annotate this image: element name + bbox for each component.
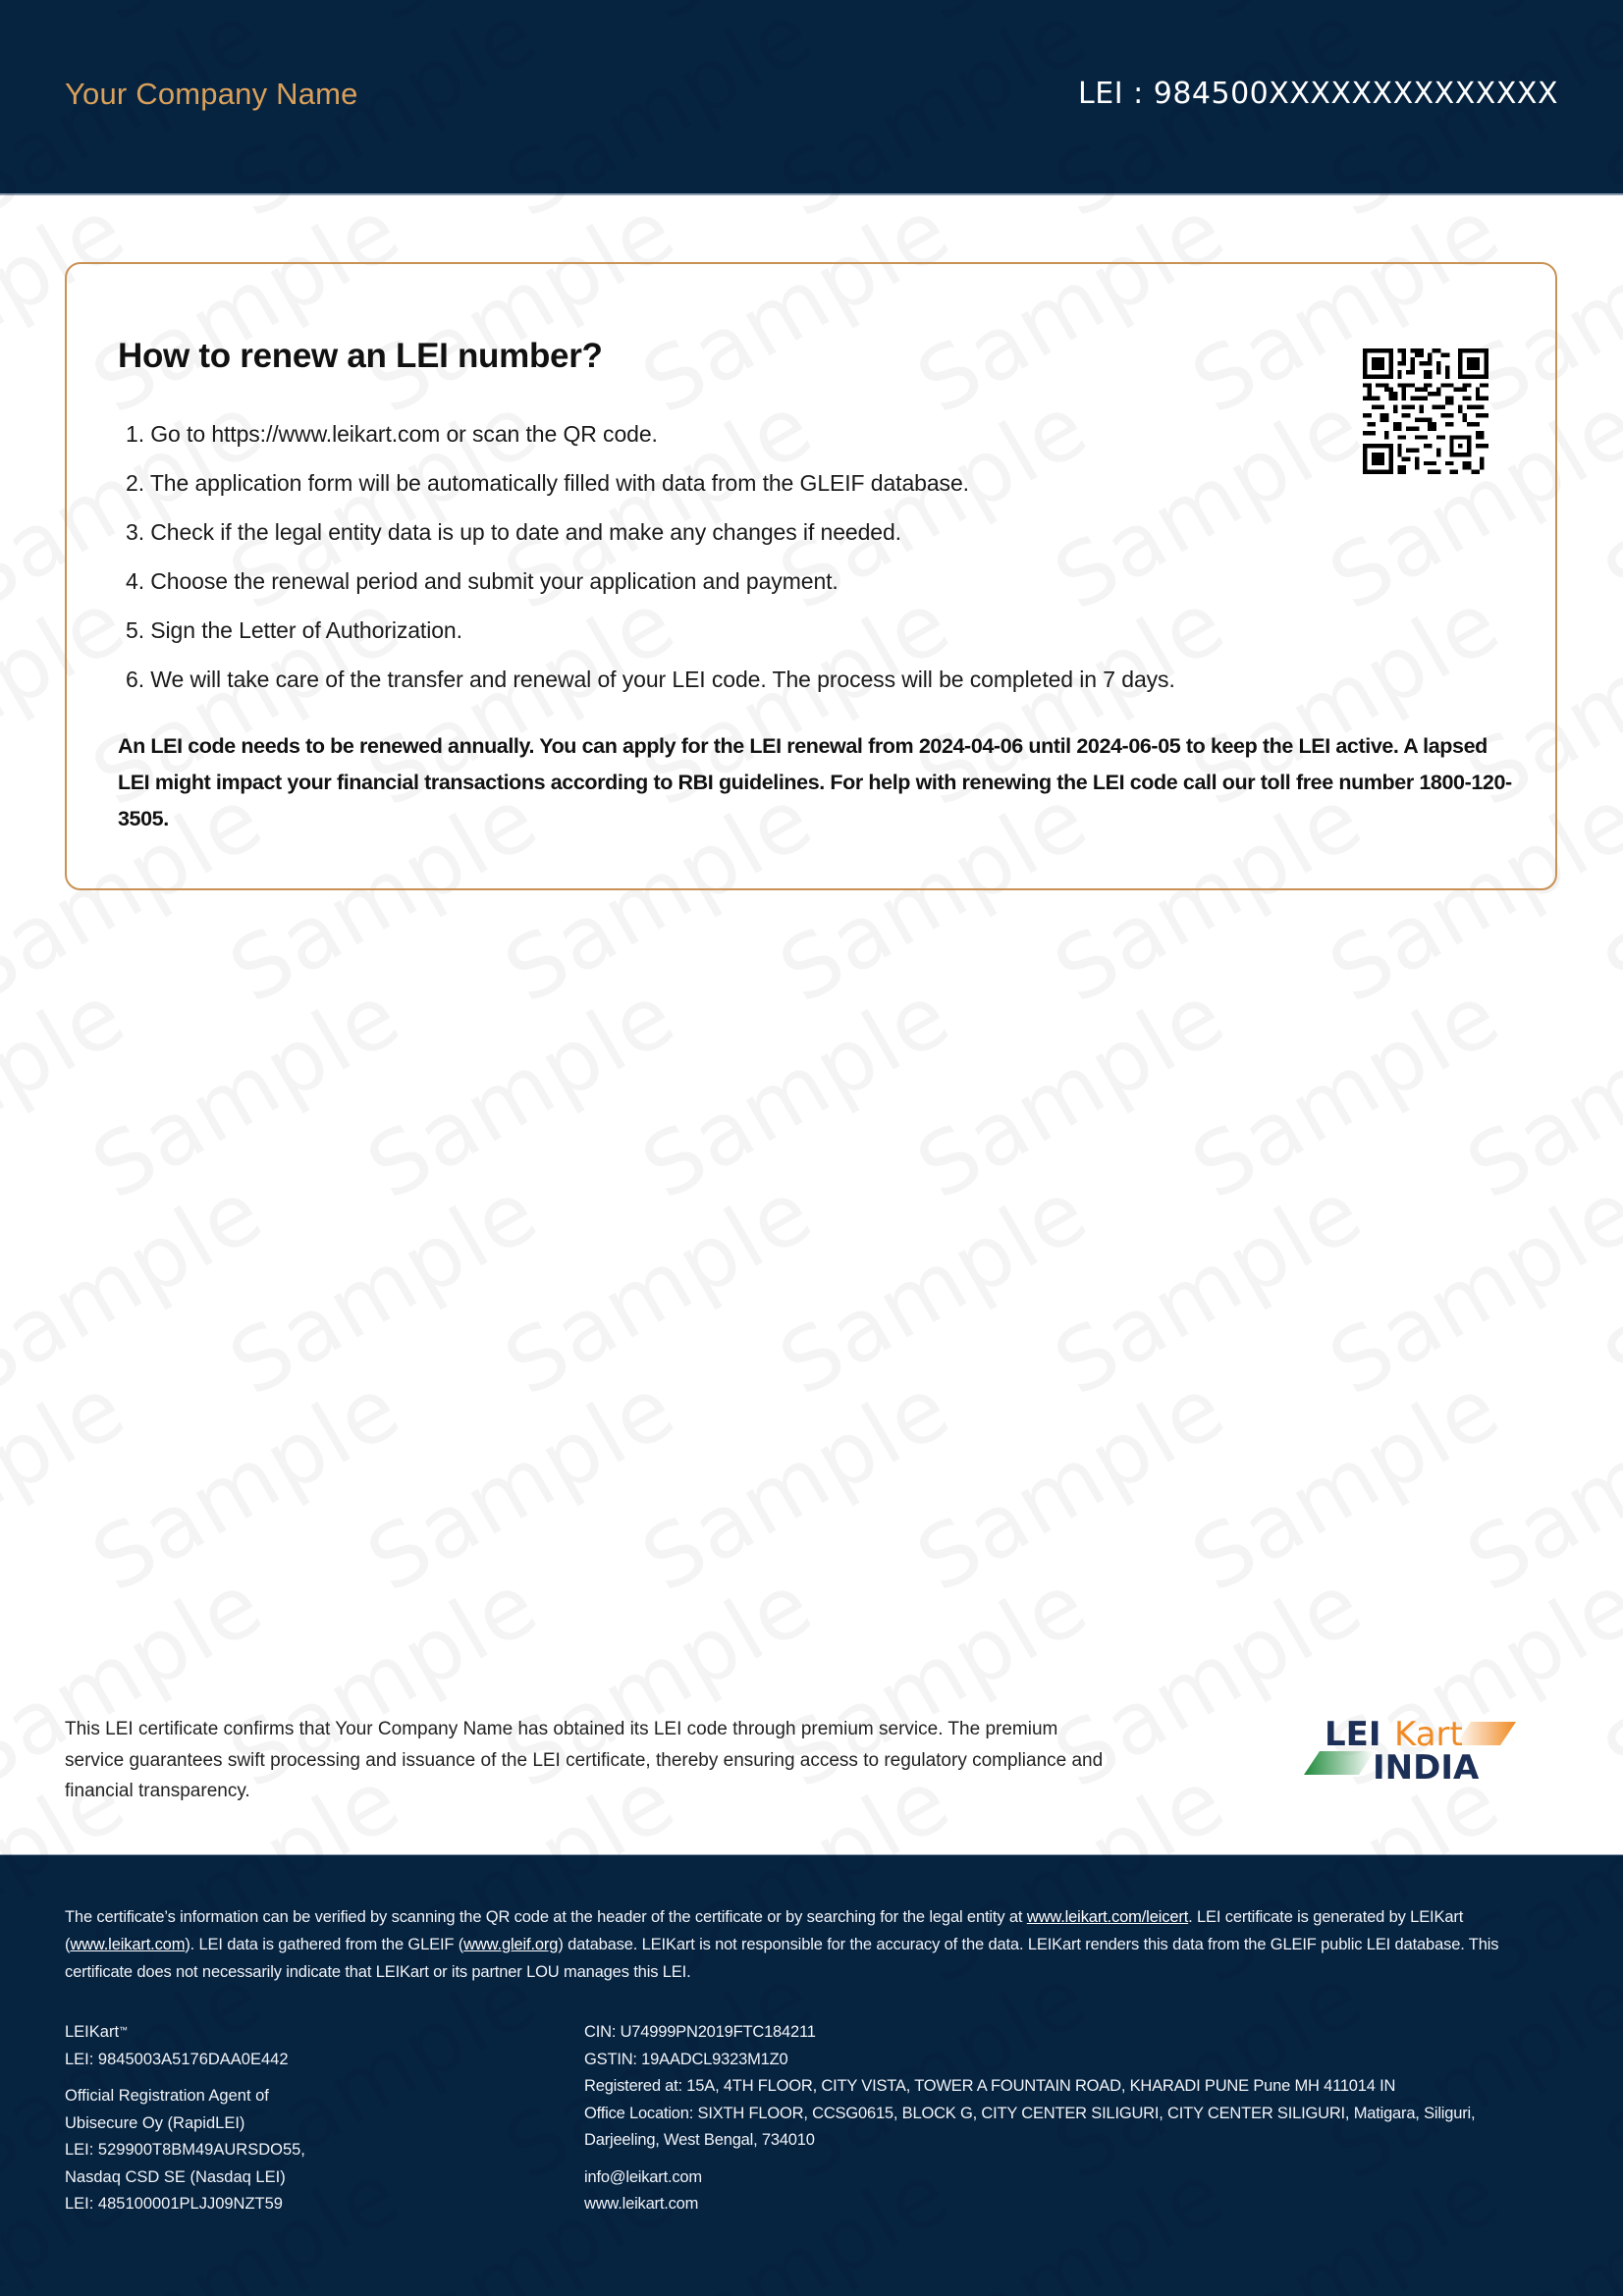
registered-address: Registered at: 15A, 4TH FLOOR, CITY VISTA, TOWER A FOUNTAIN ROAD, KHARADI PUNE Pune MH 411014 IN: [584, 2077, 1396, 2095]
renewal-step: 6. We will take care of the transfer and renewal of your LEI code. The process will be completed in 7 days.: [126, 667, 1175, 692]
agent-lei: LEI: 529900T8BM49AURSDO55,: [65, 2141, 305, 2159]
gstin: GSTIN: 19AADCL9323M1Z0: [584, 2050, 788, 2068]
svg-text:LEI: LEI: [1325, 1715, 1381, 1754]
renewal-steps-list: [126, 419, 1500, 714]
watermark-text: [76, 1356, 417, 1611]
disclaimer-text: ) database. LEIKart is not responsible for the accuracy of the data. LEIKart renders this data from the GLEIF public LEI database. This certificate does not necessarily indicate that LEIKart or its partner LOU manages this LEI.: [65, 1936, 1499, 1981]
leikart-lei: LEI: 9845003A5176DAA0E442: [65, 2050, 289, 2068]
svg-text:Kart: Kart: [1394, 1715, 1463, 1754]
trademark-symbol: ™: [119, 2025, 129, 2035]
watermark-text: [0, 1552, 5, 1807]
watermark-text: [1450, 963, 1623, 1218]
verification-disclaimer: [65, 1903, 1567, 1986]
brand-label: LEIKart: [65, 2023, 120, 2041]
watermark-text: [1588, 767, 1623, 1022]
watermark-text: [1313, 1159, 1623, 1415]
cin: CIN: U74999PN2019FTC184211: [584, 2023, 816, 2041]
agent-lei: LEI: 485100001PLJJ09NZT59: [65, 2195, 283, 2213]
leikart-link[interactable]: www.leikart.com: [70, 1936, 186, 1953]
watermark-text: [900, 1356, 1242, 1611]
svg-text:INDIA: INDIA: [1373, 1748, 1480, 1787]
renewal-step: 2. The application form will be automatically filled with data from the GLEIF database.: [126, 470, 969, 496]
spacer: [65, 2073, 556, 2083]
watermark-text: [351, 963, 692, 1218]
renewal-step: 1. Go to https://www.leikart.com or scan the QR code.: [126, 421, 658, 447]
watermark-text: [1588, 374, 1623, 629]
agent-line: Official Registration Agent of: [65, 2087, 269, 2105]
watermark-text: [625, 963, 967, 1218]
website-link[interactable]: www.leikart.com: [584, 2195, 699, 2213]
leikart-india-logo: [1296, 1708, 1532, 1787]
watermark-text: [763, 1159, 1105, 1415]
watermark-text: [625, 1356, 967, 1611]
watermark-text: [351, 1356, 692, 1611]
agent-line: Nasdaq CSD SE (Nasdaq LEI): [65, 2167, 286, 2186]
spacer: [584, 2155, 1566, 2164]
watermark-text: [1588, 1159, 1623, 1415]
renewal-title: How to renew an LEI number?: [118, 337, 603, 375]
office-address: Office Location: SIXTH FLOOR, CCSG0615, BLOCK G, CITY CENTER SILIGURI, CITY CENTER SILIGURI, Matigara, Siliguri,: [584, 2104, 1476, 2122]
watermark-text: [900, 963, 1242, 1218]
agent-line: Ubisecure Oy (RapidLEI): [65, 2113, 245, 2132]
footer-content: [0, 1854, 1623, 2296]
brand-name: [65, 2019, 556, 2047]
watermark-text: [0, 767, 5, 1022]
watermark-text: [1175, 963, 1517, 1218]
footer-agent-info: [65, 2019, 556, 2218]
disclaimer-text: The certificate’s information can be verified by scanning the QR code at the header of the certificate or by searching for the legal entity at: [65, 1908, 1027, 1926]
watermark-text: [1038, 1159, 1380, 1415]
email-link[interactable]: info@leikart.com: [584, 2167, 702, 2186]
watermark-text: [76, 963, 417, 1218]
footer-company-info: [584, 2019, 1566, 2218]
renewal-notice: An LEI code needs to be renewed annually. You can apply for the LEI renewal from 2024-04-06 until 2024-06-05 to keep the LEI active. A lapsed LEI might impact your financial transactions according to RBI guidelines. For help with renewing the LEI code call our toll free number 1800-120-3505.: [118, 734, 1512, 830]
renewal-step: 4. Choose the renewal period and submit your application and payment.: [126, 568, 839, 594]
watermark-text: [1450, 1356, 1623, 1611]
company-name: Your Company Name: [65, 77, 358, 111]
office-address: Darjeeling, West Bengal, 734010: [584, 2131, 815, 2149]
watermark-text: [0, 1356, 142, 1611]
watermark-text: [488, 1159, 830, 1415]
renewal-step: 3. Check if the legal entity data is up to date and make any changes if needed.: [126, 519, 901, 545]
watermark-text: [0, 1159, 5, 1415]
watermark-text: [0, 374, 5, 629]
renewal-info-box: [65, 262, 1557, 890]
watermark-text: [0, 1159, 280, 1415]
gleif-link[interactable]: www.gleif.org: [463, 1936, 559, 1953]
watermark-text: [1588, 1552, 1623, 1807]
lei-number-header: LEI : 984500XXXXXXXXXXXXXX: [1078, 77, 1558, 111]
disclaimer-text: . LEI certificate is generated by LEIKart (: [65, 1908, 1464, 1953]
renewal-step: 5. Sign the Letter of Authorization.: [126, 617, 462, 643]
disclaimer-text: ). LEI data is gathered from the GLEIF (: [185, 1936, 464, 1953]
premium-service-text: This LEI certificate confirms that Your Company Name has obtained its LEI code through premium service. The premium service guarantees swift processing and issuance of the LEI certificate, thereby ensuring access to regulatory compliance and financial transparency.: [65, 1719, 1104, 1801]
watermark-text: [213, 1159, 555, 1415]
watermark-text: [1175, 1356, 1517, 1611]
watermark-text: [0, 963, 142, 1218]
leicert-link[interactable]: www.leikart.com/leicert: [1026, 1908, 1189, 1926]
